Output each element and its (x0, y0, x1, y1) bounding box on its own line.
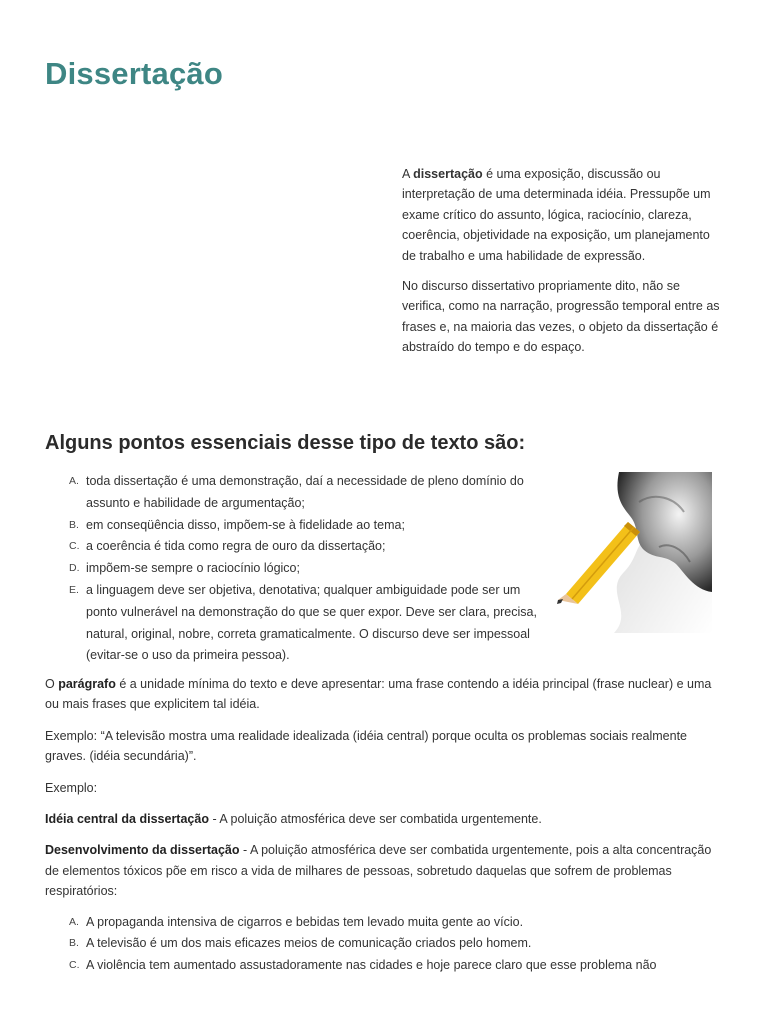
section-heading: Alguns pontos essenciais desse tipo de texto são: (45, 432, 526, 454)
essential-points-list (45, 471, 545, 667)
list-item: D. impõem-se sempre o raciocínio lógico; (69, 561, 300, 576)
example-label: Exemplo: (45, 780, 98, 795)
body-text (45, 674, 725, 977)
development: Desenvolvimento da dissertação - A poluição atmosférica deve ser combatida urgentemente, pois a alta concentração de elementos tóxicos põe em risco a vida de milhares de pessoas, sobretudo daquelas que sofrem de problemas respiratórios: (45, 843, 712, 899)
list-item: C. A violência tem aumentado assustadoramente nas cidades e hoje parece claro que esse problema não (69, 958, 657, 973)
list-item: B. A televisão é um dos mais eficazes meios de comunicação criados pelo homem. (69, 936, 532, 951)
intro-paragraph-1: A dissertação é uma exposição, discussão ou interpretação de uma determinada idéia. Pressupõe um exame crítico do assunto, lógica, raciocínio, clareza, coerência, objetividade na exposição, um planejamento de trabalho e uma habilidade de expressão. (402, 167, 711, 263)
dissertacao-term: dissertação (413, 167, 483, 181)
list-item: B. em conseqüência disso, impõem-se à fidelidade ao tema; (69, 517, 405, 532)
examples-list (45, 912, 725, 977)
list-item: A. A propaganda intensiva de cigarros e bebidas tem levado muita gente ao vício. (69, 914, 524, 929)
central-idea: Idéia central da dissertação - A poluição atmosférica deve ser combatida urgentemente. (45, 812, 542, 827)
paragraph-definition: O parágrafo é a unidade mínima do texto e deve apresentar: uma frase contendo a idéia principal (frase nuclear) e uma ou mais frases que explicitem tal idéia. (45, 677, 712, 712)
list-item: C. a coerência é tida como regra de ouro da dissertação; (69, 539, 386, 554)
hand-holding-pencil-icon (544, 472, 712, 633)
intro-paragraph-2: No discurso dissertativo propriamente dito, não se verifica, como na narração, progressão temporal entre as frases e, na maioria das vezes, o objeto da dissertação é abstraído do tempo e do espaço. (402, 279, 720, 355)
list-item: A. toda dissertação é uma demonstração, daí a necessidade de pleno domínio do assunto e habilidade de argumentação; (69, 474, 524, 510)
hand-pencil-image (544, 472, 712, 633)
example-paragraph: Exemplo: “A televisão mostra uma realidade idealizada (idéia central) porque oculta os problemas sociais realmente graves. (idéia secundária)”. (45, 728, 687, 764)
list-item: E. a linguagem deve ser objetiva, denotativa; qualquer ambiguidade pode ser um ponto vulnerável na demonstração do que se quer expor. Deve ser clara, precisa, natural, original, nobre, correta gramaticalmente. O discurso deve ser impessoal (evitar-se o uso da primeira pessoa). (69, 582, 537, 663)
intro-text (402, 164, 724, 368)
paragrafo-term: parágrafo (58, 677, 116, 691)
page-title: Dissertação (45, 56, 223, 91)
